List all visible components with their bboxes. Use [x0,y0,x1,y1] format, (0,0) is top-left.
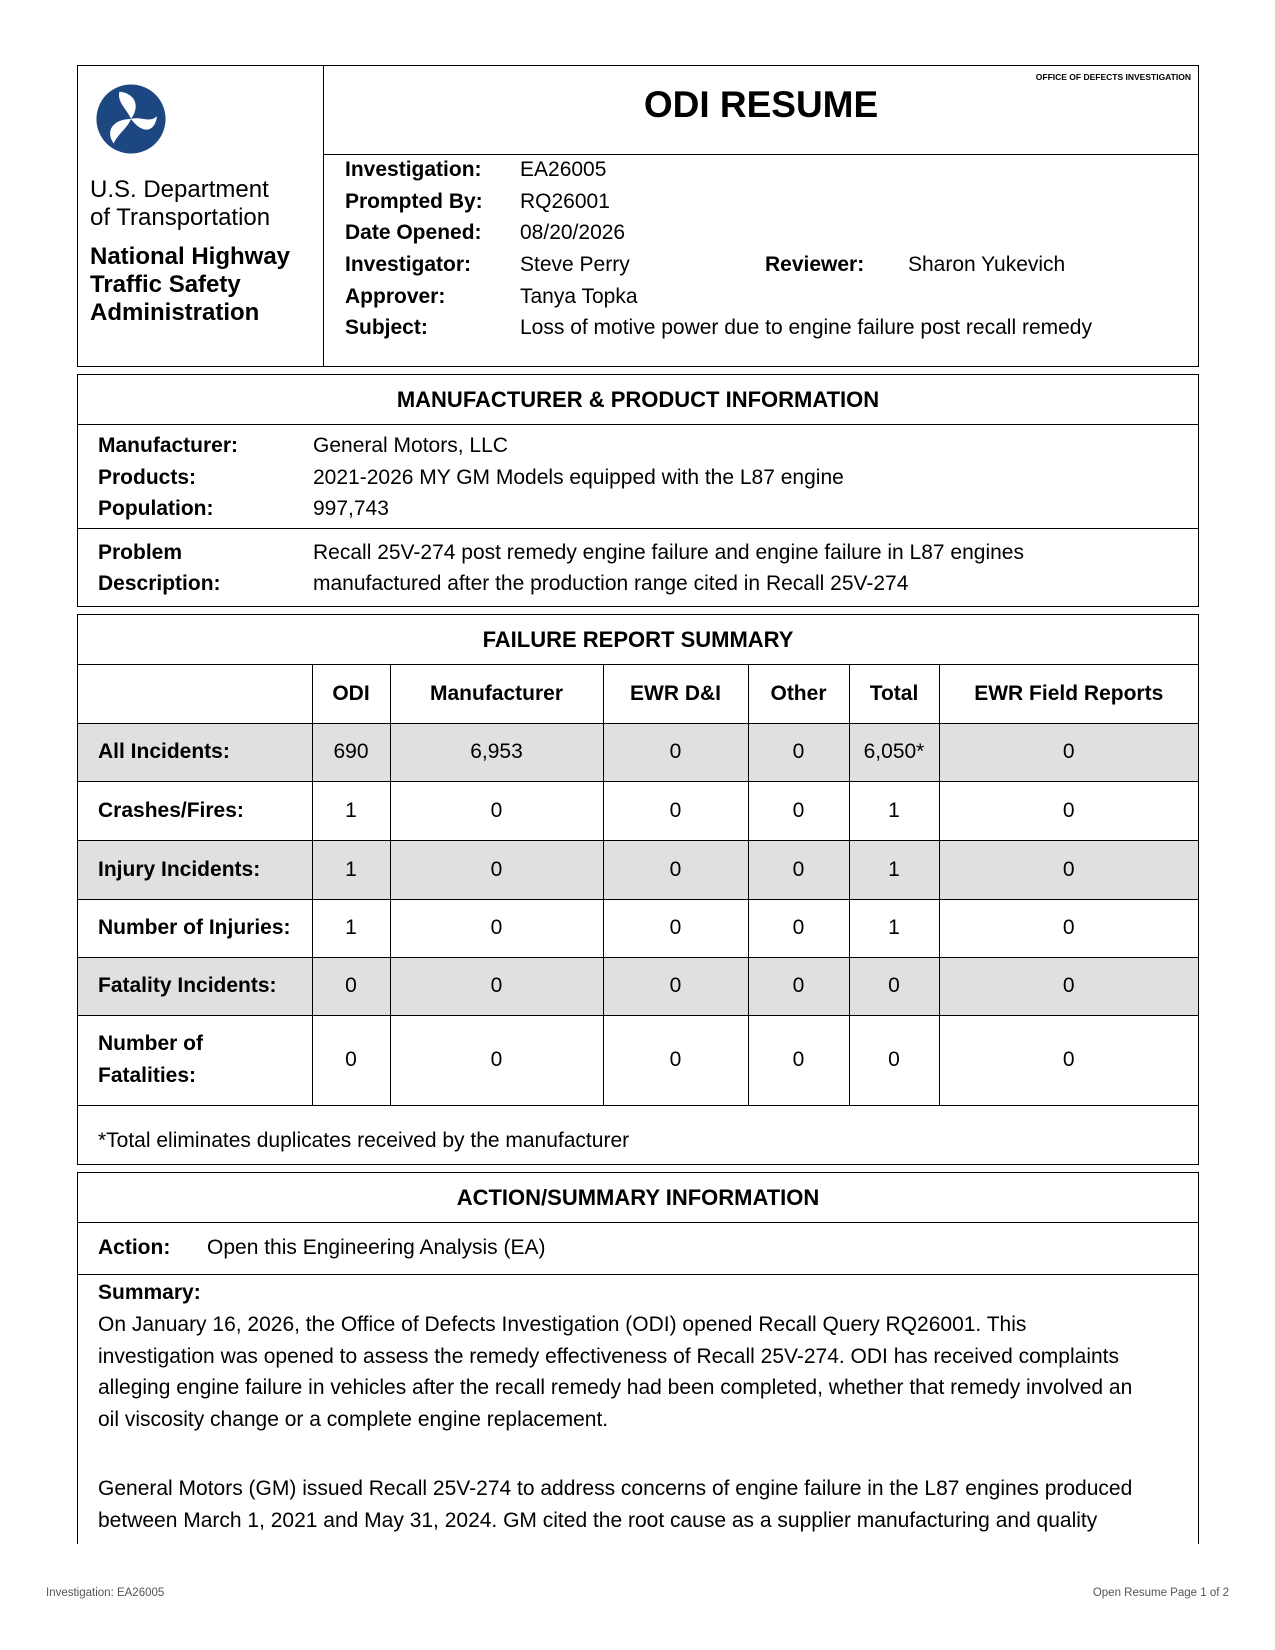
table-cell: 0 [603,957,748,1015]
table-cell: 6,953 [390,723,603,781]
footer-investigation-id: Investigation: EA26005 [46,1587,165,1599]
table-cell: 0 [390,781,603,840]
title-divider [324,154,1198,155]
investigator-value: Steve Perry [520,253,630,276]
manufacturer-section-title: MANUFACTURER & PRODUCT INFORMATION [396,387,880,412]
agency-panel [78,66,324,366]
table-row [78,1015,1198,1105]
table-cell: 0 [748,957,849,1015]
table-cell: 0 [603,723,748,781]
table-cell: 0 [603,781,748,840]
paragraph-line: General Motors (GM) issued Recall 25V-274 to address concerns of engine failure in the L87 engines produced [98,1477,1133,1500]
paragraph-line: between March 1, 2021 and May 31, 2024. GM cited the root cause as a supplier manufacturing and quality [98,1508,1098,1532]
agency-name [90,243,290,327]
table-cell: 0 [390,899,603,957]
problem-label-line-1: Problem [98,541,183,564]
investigator-label: Investigator: [345,253,472,276]
column-header: EWR Field Reports [939,665,1198,723]
table-cell: 0 [939,781,1198,840]
table-cell: 0 [603,1015,748,1105]
dept-line-2: of Transportation [90,204,271,231]
table-cell: 1 [312,840,390,899]
approver-value: Tanya Topka [520,285,638,308]
problem-description-value [313,537,1024,599]
table-cell: 0 [603,840,748,899]
table-cell: 0 [603,899,748,957]
paragraph-line: investigation was opened to assess the remedy effectiveness of Recall 25V-274. ODI has received complaints [98,1344,1120,1368]
problem-divider [78,528,1198,529]
problem-description-label [98,537,221,599]
problem-line-1: Recall 25V-274 post remedy engine failure and engine failure in L87 engines [313,541,1024,564]
agency-line-1: National Highway [90,243,291,270]
dot-logo-icon [95,83,167,155]
header-box [77,65,1199,367]
subject-value: Loss of motive power due to engine failure post recall remedy [520,316,1092,339]
reviewer-value: Sharon Yukevich [908,253,1066,276]
action-label: Action: [98,1236,171,1259]
population-value: 997,743 [313,497,389,520]
failure-report-section [77,614,1199,1165]
table-cell: 0 [939,899,1198,957]
page-title: ODI RESUME [643,84,879,125]
action-section-title: ACTION/SUMMARY INFORMATION [456,1185,820,1210]
table-cell: 1 [849,899,939,957]
manufacturer-section [77,374,1199,607]
table-header-row [78,665,1198,723]
table-cell: 0 [849,1015,939,1105]
table-cell: 0 [748,723,849,781]
prompted-by-value: RQ26001 [520,190,610,213]
table-row [78,899,1198,957]
table-cell: 0 [939,1015,1198,1105]
table-row [78,781,1198,840]
table-cell: 1 [312,781,390,840]
agency-line-3: Administration [90,299,260,326]
dept-name [90,176,270,232]
table-cell: 0 [390,1015,603,1105]
dept-line-1: U.S. Department [90,176,269,203]
investigation-value: EA26005 [520,158,607,181]
table-cell: 6,050* [849,723,939,781]
row-label: All Incidents: [78,723,312,781]
action-value: Open this Engineering Analysis (EA) [207,1236,546,1259]
population-label: Population: [98,497,214,520]
table-cell: 0 [849,957,939,1015]
column-header [78,665,312,723]
row-label-line-1: Number of [98,1032,203,1055]
manufacturer-label: Manufacturer: [98,434,239,457]
footer-page-number: Open Resume Page 1 of 2 [1092,1587,1229,1599]
paragraph-line: On January 16, 2026, the Office of Defects Investigation (ODI) opened Recall Query RQ26001. This [98,1313,1027,1336]
failure-report-title: FAILURE REPORT SUMMARY [482,627,794,652]
summary-label: Summary: [98,1281,201,1304]
problem-label-line-2: Description: [98,572,221,595]
table-cell: 0 [748,1015,849,1105]
date-opened-label: Date Opened: [345,221,482,244]
row-label-line-2: Fatalities: [98,1064,197,1087]
table-cell: 1 [849,840,939,899]
table-cell: 0 [939,840,1198,899]
row-label: Injury Incidents: [78,840,312,899]
investigation-label: Investigation: [345,158,482,181]
column-header: ODI [312,665,390,723]
paragraph-line: alleging engine failure in vehicles after the recall remedy had been completed, whether that remedy involved an [98,1376,1133,1399]
table-cell: 0 [312,957,390,1015]
section-divider [78,1222,1198,1223]
table-cell: 0 [390,840,603,899]
products-value: 2021-2026 MY GM Models equipped with the L87 engine [313,466,844,489]
table-cell: 0 [748,781,849,840]
date-opened-value: 08/20/2026 [520,221,626,244]
table-row [78,723,1198,781]
row-label: Crashes/Fires: [78,781,312,840]
failure-report-table [78,665,1198,1106]
row-label: Fatality Incidents: [78,957,312,1015]
table-cell: 0 [390,957,603,1015]
reviewer-label: Reviewer: [765,253,865,276]
table-cell: 690 [312,723,390,781]
row-label: Number of Injuries: [78,899,312,957]
approver-label: Approver: [345,285,446,308]
table-cell: 0 [312,1015,390,1105]
summary-paragraph-1 [98,1309,1176,1435]
table-row [78,957,1198,1015]
row-label [78,1015,312,1105]
prompted-by-label: Prompted By: [345,190,483,213]
manufacturer-value: General Motors, LLC [313,434,508,457]
paragraph-line: oil viscosity change or a complete engine replacement. [98,1407,609,1431]
column-header: Total [849,665,939,723]
problem-line-2: manufactured after the production range cited in Recall 25V-274 [313,572,909,595]
section-divider [78,1274,1198,1275]
agency-line-2: Traffic Safety [90,271,241,298]
subject-label: Subject: [345,316,428,339]
summary-paragraph-2 [98,1473,1176,1536]
column-header: Manufacturer [390,665,603,723]
action-summary-section [77,1172,1199,1544]
products-label: Products: [98,466,197,489]
table-cell: 1 [312,899,390,957]
table-cell: 0 [748,840,849,899]
table-cell: 0 [939,957,1198,1015]
table-cell: 0 [748,899,849,957]
office-label: OFFICE OF DEFECTS INVESTIGATION [1035,72,1191,82]
table-row [78,840,1198,899]
column-header: EWR D&I [603,665,748,723]
table-footnote: *Total eliminates duplicates received by the manufacturer [98,1129,630,1152]
column-header: Other [748,665,849,723]
table-cell: 1 [849,781,939,840]
table-cell: 0 [939,723,1198,781]
section-divider [78,424,1198,425]
